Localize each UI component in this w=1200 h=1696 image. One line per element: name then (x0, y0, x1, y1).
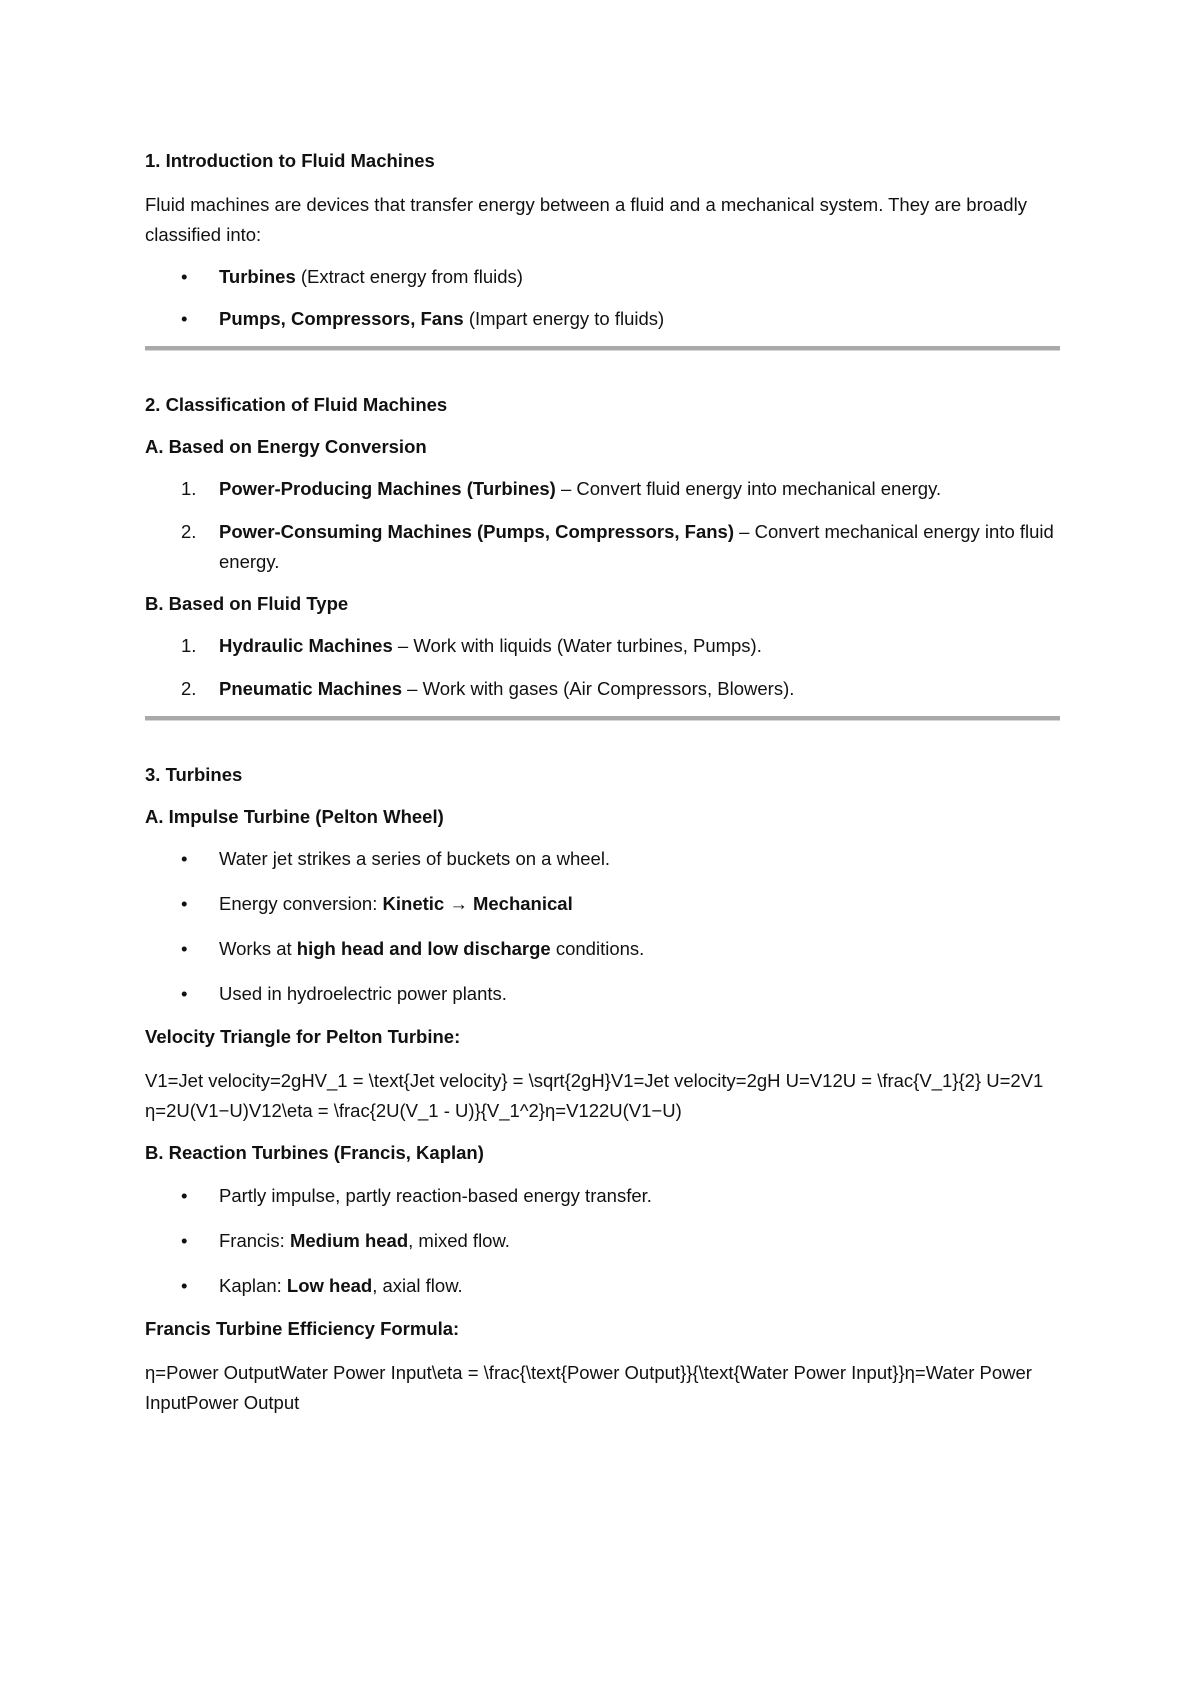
bullet-marker: • (181, 1275, 188, 1296)
list-item (145, 474, 1060, 504)
list-item (145, 979, 1060, 1009)
francis-formula: η=Power OutputWater Power Input\eta = \frac{\text{Power Output}}{\text{Water Power Input}}η=Water Power InputPower Output (145, 1362, 1032, 1413)
number-marker: 1. (181, 478, 197, 499)
item-text: conditions. (550, 938, 645, 959)
list-item (145, 1181, 1060, 1211)
section-2b-title: B. Based on Fluid Type (145, 593, 349, 614)
item-text: Kaplan: (219, 1275, 287, 1296)
bullet-marker: • (181, 266, 188, 287)
number-marker: 2. (181, 678, 197, 699)
pelton-formula: V1=Jet velocity=2gHV_1 = \text{Jet velocity} = \sqrt{2gH}V1=Jet velocity=2gH U=V12U = \frac{V_1}{2} U=2V1 η=2U(V1−U)V12\eta = \frac{2U(V_1 - U)}{V_1^2}η=V122U(V1−U) (145, 1070, 1044, 1121)
section-3-title: 3. Turbines (145, 764, 243, 785)
list-item (145, 262, 1060, 292)
bullet-marker: • (181, 848, 188, 869)
item-text: Partly impulse, partly reaction-based energy transfer. (219, 1185, 652, 1206)
section-3b-list (145, 1181, 1060, 1301)
section-2a-list (145, 474, 1060, 577)
item-text: , mixed flow. (408, 1230, 510, 1251)
item-text: – Convert mechanical energy into fluid energy. (219, 521, 1054, 572)
item-text: Water jet strikes a series of buckets on a wheel. (219, 848, 611, 869)
francis-efficiency-title: Francis Turbine Efficiency Formula: (145, 1318, 460, 1339)
list-item (145, 674, 1060, 704)
section-1-intro: Fluid machines are devices that transfer energy between a fluid and a mechanical system. They are broadly classified into: (145, 194, 1027, 245)
list-item (145, 1271, 1060, 1301)
item-bold: Turbines (219, 266, 296, 287)
item-text: , axial flow. (372, 1275, 463, 1296)
item-bold: Kinetic → Mechanical (382, 893, 573, 914)
bullet-marker: • (181, 938, 188, 959)
item-bold: Hydraulic Machines (219, 635, 393, 656)
list-item (145, 844, 1060, 874)
item-text: Francis: (219, 1230, 290, 1251)
section-2-title: 2. Classification of Fluid Machines (145, 394, 448, 415)
section-3a-list (145, 844, 1060, 1009)
list-item (145, 934, 1060, 964)
item-text: (Impart energy to fluids) (463, 308, 665, 329)
bullet-marker: • (181, 308, 188, 329)
item-bold: high head and low discharge (296, 938, 551, 959)
velocity-triangle-title: Velocity Triangle for Pelton Turbine: (145, 1026, 461, 1047)
list-item (145, 1226, 1060, 1256)
item-text: Energy conversion: (219, 893, 383, 914)
bullet-marker: • (181, 1185, 188, 1206)
item-bold: Power-Consuming Machines (Pumps, Compressors, Fans) (219, 521, 735, 542)
item-text: Works at (219, 938, 297, 959)
item-text: – Work with liquids (Water turbines, Pumps). (392, 635, 762, 656)
section-3b-title: B. Reaction Turbines (Francis, Kaplan) (145, 1142, 484, 1163)
section-1-list (145, 262, 1060, 334)
section-2b-list (145, 631, 1060, 704)
item-bold: Power-Producing Machines (Turbines) (219, 478, 556, 499)
horizontal-rule (145, 346, 1060, 351)
item-bold: Low head (286, 1275, 373, 1296)
number-marker: 1. (181, 635, 197, 656)
list-item (145, 889, 1060, 919)
bullet-marker: • (181, 1230, 188, 1251)
item-bold: Medium head (289, 1230, 409, 1251)
bullet-marker: • (181, 983, 188, 1004)
list-item (145, 304, 1060, 334)
item-text: – Work with gases (Air Compressors, Blowers). (402, 678, 795, 699)
horizontal-rule (145, 716, 1060, 721)
section-2a-title: A. Based on Energy Conversion (145, 436, 427, 457)
list-item (145, 517, 1060, 577)
item-bold: Pumps, Compressors, Fans (219, 308, 464, 329)
section-3a-title: A. Impulse Turbine (Pelton Wheel) (145, 806, 444, 827)
item-text: Used in hydroelectric power plants. (219, 983, 507, 1004)
item-text: (Extract energy from fluids) (295, 266, 523, 287)
list-item (145, 631, 1060, 661)
section-1-title: 1. Introduction to Fluid Machines (145, 150, 435, 171)
item-text: – Convert fluid energy into mechanical energy. (555, 478, 942, 499)
number-marker: 2. (181, 521, 197, 542)
item-bold: Pneumatic Machines (219, 678, 403, 699)
bullet-marker: • (181, 893, 188, 914)
document-page (145, 146, 1060, 1418)
